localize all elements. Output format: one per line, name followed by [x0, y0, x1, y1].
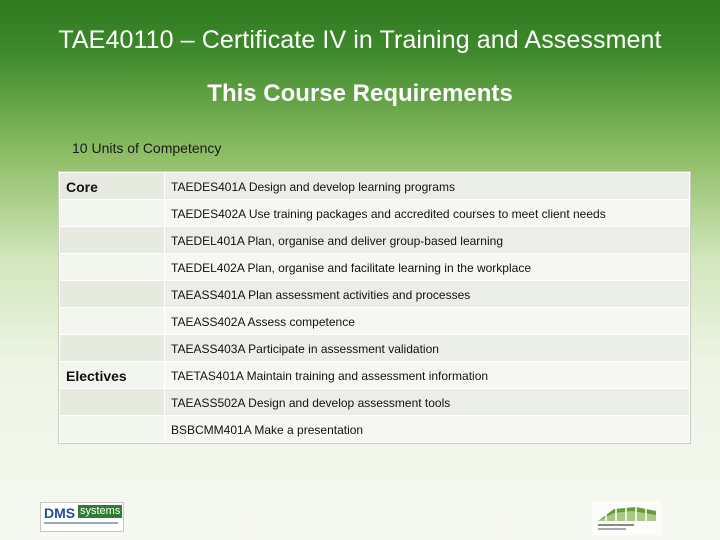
table-row — [60, 362, 690, 389]
competency-table — [59, 172, 690, 443]
slide-title: TAE40110 – Certificate IV in Training and Assessment — [58, 26, 662, 54]
category-cell — [60, 200, 165, 227]
unit-cell: TAEASS401A Plan assessment activities and processes — [165, 281, 690, 308]
unit-cell: TAETAS401A Maintain training and assessment information — [165, 362, 690, 389]
unit-cell: TAEDES402A Use training packages and accredited courses to meet client needs — [165, 200, 690, 227]
partner-logo-icon — [592, 501, 662, 535]
category-cell — [60, 335, 165, 362]
category-cell — [60, 227, 165, 254]
table-row — [60, 254, 690, 281]
partner-logo — [592, 501, 662, 535]
logo-tagline-bar — [44, 522, 118, 524]
units-label: 10 Units of Competency — [72, 140, 222, 156]
category-cell — [60, 416, 165, 443]
unit-cell: TAEDEL401A Plan, organise and deliver group-based learning — [165, 227, 690, 254]
category-cell — [60, 254, 165, 281]
logo-dms-text: DMS — [44, 505, 76, 521]
category-cell: Core — [60, 173, 165, 200]
unit-cell: TAEASS403A Participate in assessment validation — [165, 335, 690, 362]
unit-cell: TAEASS502A Design and develop assessment tools — [165, 389, 690, 416]
category-cell — [60, 308, 165, 335]
slide-subtitle: This Course Requirements — [207, 80, 513, 107]
table-row — [60, 389, 690, 416]
category-cell — [60, 281, 165, 308]
table-row — [60, 200, 690, 227]
dms-systems-logo — [40, 502, 124, 532]
table-row — [60, 416, 690, 443]
unit-cell: TAEDES401A Design and develop learning programs — [165, 173, 690, 200]
category-cell — [60, 389, 165, 416]
unit-cell: TAEDEL402A Plan, organise and facilitate learning in the workplace — [165, 254, 690, 281]
unit-cell: TAEASS402A Assess competence — [165, 308, 690, 335]
category-cell: Electives — [60, 362, 165, 389]
table-row — [60, 335, 690, 362]
table-row — [60, 173, 690, 200]
logo-systems-text: systems — [80, 505, 121, 517]
unit-cell: BSBCMM401A Make a presentation — [165, 416, 690, 443]
table-row — [60, 281, 690, 308]
table-row — [60, 227, 690, 254]
table-row — [60, 308, 690, 335]
